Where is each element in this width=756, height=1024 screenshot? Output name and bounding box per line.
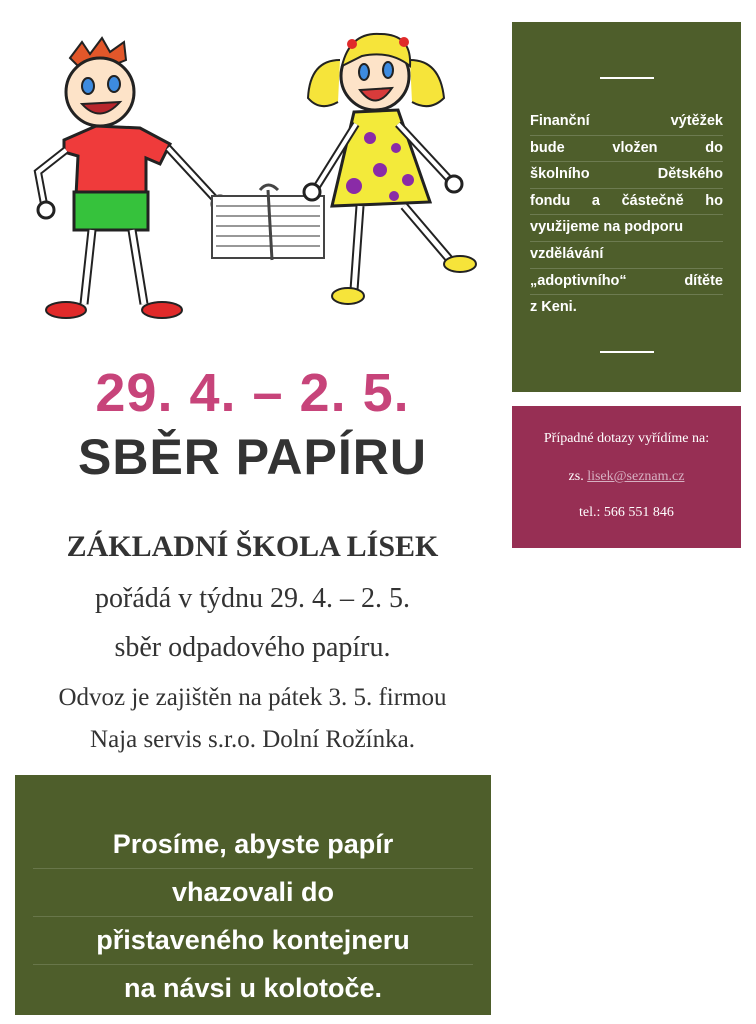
kids-carrying-newspapers-illustration — [20, 20, 490, 330]
word: do — [705, 139, 723, 156]
fund-info-line — [530, 189, 723, 216]
instruction-line: Prosíme, abyste papír — [33, 821, 473, 869]
word: vzdělávání — [530, 245, 604, 262]
girl-figure — [304, 34, 476, 304]
word: „adoptivního“ — [530, 272, 627, 289]
boy-figure — [38, 38, 228, 318]
pickup-company-line: Naja servis s.r.o. Dolní Rožínka. — [90, 726, 415, 753]
contact-phone: tel.: 566 551 846 — [579, 505, 674, 520]
container-instructions-box — [15, 775, 491, 1015]
word: školního — [530, 166, 590, 183]
word: využijeme na podporu — [530, 219, 684, 236]
event-week-line: pořádá v týdnu 29. 4. – 2. 5. — [95, 583, 410, 614]
word: fondu — [530, 192, 571, 209]
word: Dětského — [657, 166, 723, 183]
contact-question: Případné dotazy vyřídíme na: — [543, 431, 710, 446]
word: částečně — [621, 192, 684, 209]
fund-info-box — [512, 22, 741, 392]
email-link[interactable]: lisek@seznam.cz — [587, 469, 685, 484]
fund-info-line — [530, 162, 723, 189]
event-dates: 29. 4. – 2. 5. — [95, 363, 410, 423]
headline: SBĚR PAPÍRU — [77, 429, 427, 485]
word: vložen — [612, 139, 658, 156]
word: bude — [530, 139, 565, 156]
fund-info-line — [530, 136, 723, 163]
word: výtěžek — [670, 113, 723, 129]
divider — [600, 351, 654, 353]
instruction-line: vhazovali do — [33, 869, 473, 917]
event-description-line: sběr odpadového papíru. — [114, 632, 391, 663]
fund-info-line — [530, 109, 723, 136]
email-prefix: zs. — [568, 469, 584, 484]
word: dítěte — [684, 272, 723, 289]
word: ho — [705, 192, 723, 209]
fund-info-line — [530, 269, 723, 296]
word: Finanční — [530, 113, 590, 129]
fund-info-line — [530, 295, 723, 321]
instruction-line: přistaveného kontejneru — [33, 917, 473, 965]
school-name: ZÁKLADNÍ ŠKOLA LÍSEK — [66, 530, 439, 563]
pickup-info-line: Odvoz je zajištěn na pátek 3. 5. firmou — [58, 684, 447, 711]
fund-info-line — [530, 215, 723, 242]
contact-box — [512, 406, 741, 548]
instruction-line: na návsi u kolotoče. — [123, 973, 383, 1003]
divider — [600, 77, 654, 79]
contact-email-row — [512, 469, 741, 485]
word: a — [591, 192, 600, 209]
fund-info-line — [530, 242, 723, 269]
word: z Keni. — [530, 299, 577, 316]
